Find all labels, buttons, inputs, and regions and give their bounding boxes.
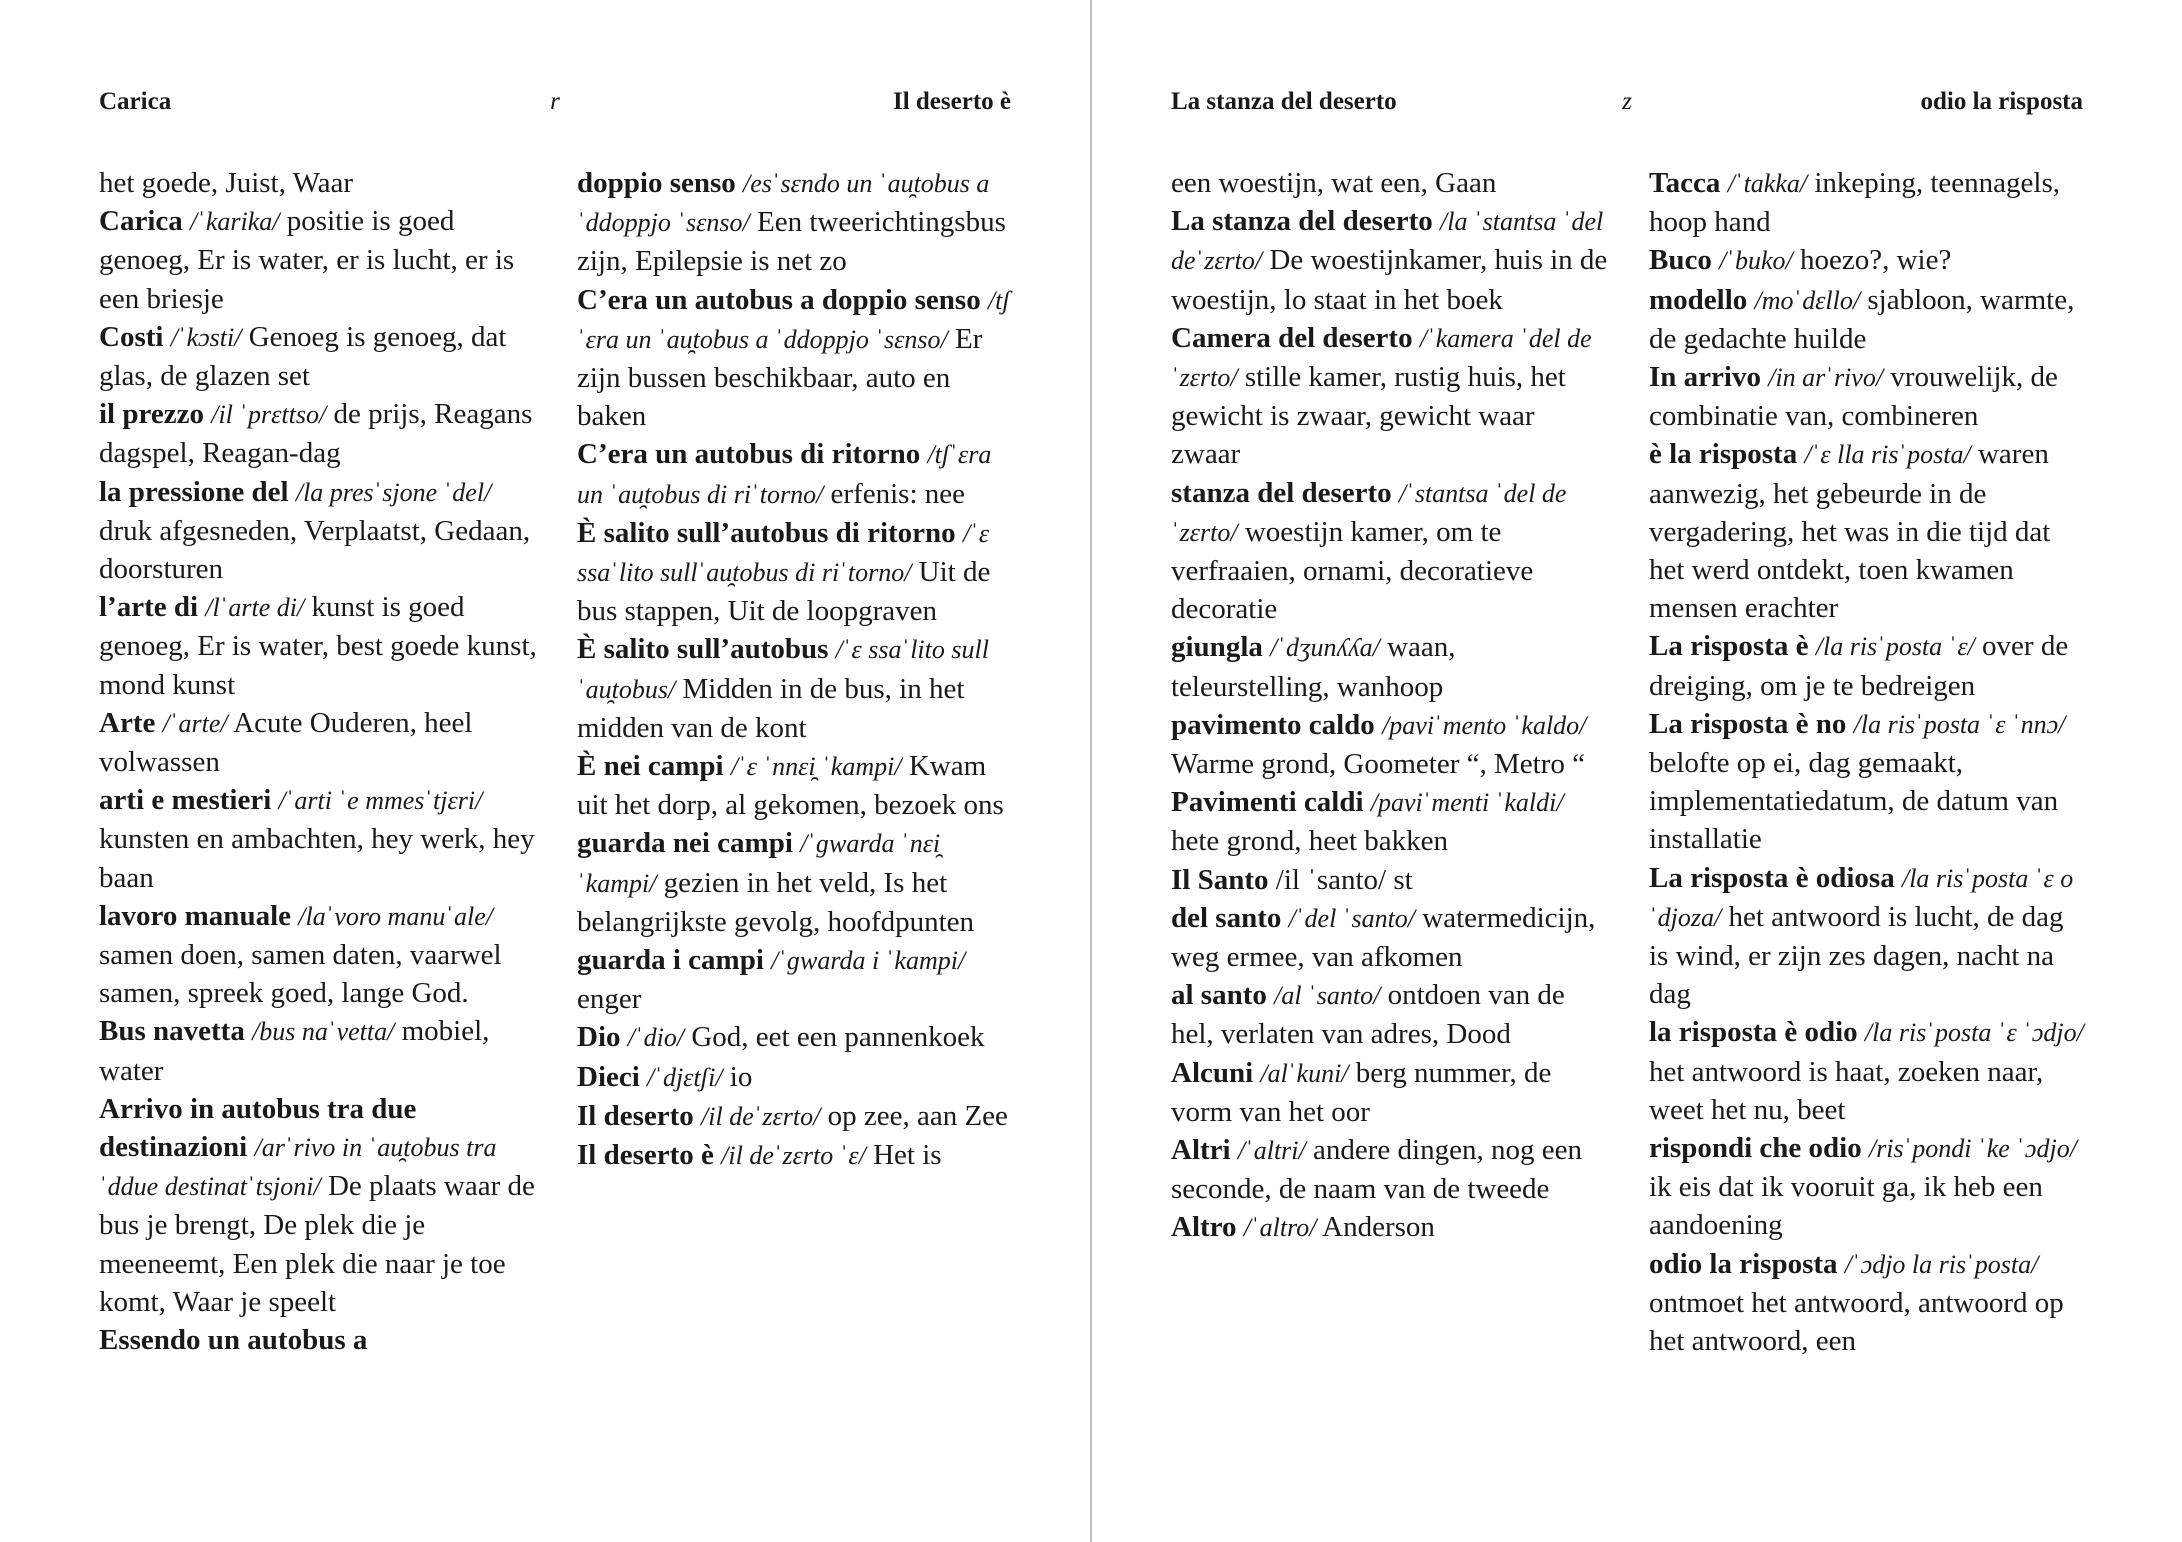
entry-headword: modello	[1649, 283, 1748, 316]
entry-definition: positie is goed genoeg, Er is water, er is lucht, er is een briesje	[99, 205, 515, 315]
dictionary-entry	[577, 1018, 1017, 1057]
entry-definition: de prijs, Reagans dagspel, Reagan-dag	[99, 398, 533, 470]
entry-pronunciation: /ˈdio/	[627, 1023, 685, 1053]
entry-definition: Uit de bus stappen, Uit de loopgraven	[577, 556, 991, 628]
dictionary-entry	[577, 281, 1017, 436]
dictionary-entry	[1171, 1131, 1611, 1208]
entry-pronunciation: /tʃˈɛra un ˈau̯tobus di riˈtorno/	[577, 440, 992, 509]
entry-pronunciation: /paviˈmenti ˈkaldi/	[1370, 788, 1564, 818]
dictionary-entry	[1649, 705, 2089, 859]
entry-headword: La risposta è no	[1649, 707, 1847, 740]
entry-headword: lavoro manuale	[99, 899, 291, 932]
entry-definition: Acute Ouderen, heel volwassen	[99, 706, 473, 779]
running-header	[1171, 88, 2083, 122]
entry-pronunciation: /la risˈposta ˈɛ/	[1815, 632, 1975, 662]
entry-pronunciation: /ˈɛ ssaˈlito sullˈau̯tobus di riˈtorno/	[577, 518, 990, 588]
entry-pronunciation: /ˈaltro/	[1243, 1213, 1317, 1243]
entry-headword: Essendo un autobus a	[99, 1324, 368, 1357]
entry-headword: C’era un autobus di ritorno	[577, 438, 921, 471]
entry-definition: God, eet een pannenkoek	[684, 1021, 985, 1054]
dictionary-entry	[1649, 1245, 2089, 1361]
dictionary-entry	[577, 514, 1017, 631]
entry-headword: Bus navetta	[99, 1015, 245, 1048]
entry-definition: woestijn kamer, om te verfraaien, ornami, decoratieve decoratie	[1171, 515, 1534, 626]
dictionary-entry	[99, 781, 539, 897]
entry-definition: Er zijn bussen beschikbaar, auto en baken	[577, 322, 983, 433]
entry-pronunciation: /ˈstantsa ˈdel deˈzɛrto/	[1171, 478, 1567, 547]
entry-headword: È salito sull’autobus di ritorno	[577, 516, 956, 549]
entry-headword: Arte	[99, 706, 156, 739]
entry-definition: ontdoen van de hel, verlaten van adres, Dood	[1171, 979, 1565, 1051]
entry-headword: È salito sull’autobus	[577, 633, 829, 666]
entry-definition: inkeping, teennagels, hoop hand	[1649, 167, 2060, 239]
entry-headword: giungla	[1171, 631, 1263, 664]
entry-headword: Costi	[99, 320, 164, 353]
dictionary-entry	[99, 1321, 539, 1359]
entry-pronunciation: /alˈkuni/	[1260, 1058, 1349, 1088]
entry-headword: pavimento caldo	[1171, 708, 1375, 741]
entry-pronunciation: /ˈarte/	[162, 708, 228, 738]
entry-definition: kunsten en ambachten, hey werk, hey baan	[99, 823, 535, 894]
dictionary-entry	[577, 824, 1017, 941]
dictionary-entry	[1171, 164, 1611, 202]
entry-pronunciation: /ˈarti ˈe mmesˈtjɛri/	[278, 786, 483, 816]
entry-definition: Genoeg is genoeg, dat glas, de glazen set	[99, 320, 507, 393]
entry-pronunciation: /ˈɛ ssaˈlito sullˈau̯tobus/	[577, 635, 989, 704]
entry-definition: druk afgesneden, Verplaatst, Gedaan, doorsturen	[99, 514, 531, 586]
dictionary-entry	[1171, 1054, 1611, 1131]
entry-pronunciation: /il ˈprɛttso/	[211, 400, 327, 430]
entry-headword: C’era un autobus a doppio senso	[577, 283, 981, 316]
entry-definition: mobiel, water	[99, 1015, 490, 1087]
header-left-guideword: Carica	[99, 88, 172, 115]
header-page-letter: z	[1622, 88, 1632, 115]
dictionary-entry	[577, 941, 1017, 1018]
dictionary-entry	[1171, 899, 1611, 976]
dictionary-entry	[99, 395, 539, 472]
entry-headword: La risposta è odiosa	[1649, 861, 1895, 894]
dictionary-entry	[1171, 202, 1611, 319]
dictionary-entry	[1171, 861, 1611, 899]
dictionary-entry	[1649, 164, 2089, 241]
entry-headword: Altri	[1171, 1134, 1231, 1167]
entry-headword: il prezzo	[99, 398, 204, 431]
dictionary-entry	[99, 897, 539, 1013]
entry-headword: rispondi che odio	[1649, 1132, 1862, 1165]
entry-headword: Camera del deserto	[1171, 321, 1413, 354]
entry-definition: gezien in het veld, Is het belangrijkste gevolg, hoofdpunten	[577, 866, 975, 938]
entry-headword: Arrivo in autobus tra due destinazioni	[99, 1092, 417, 1164]
dictionary-entry	[1171, 706, 1611, 783]
entry-headword: arti e mestieri	[99, 784, 272, 817]
entry-definition: kunst is goed genoeg, Er is water, best goede kunst, mond kunst	[99, 591, 537, 701]
entry-pronunciation: /ˈɛ ˈnnɛi̯ ˈkampi/	[730, 752, 902, 782]
entry-definition: De woestijnkamer, huis in de woestijn, lo staat in het boek	[1171, 244, 1608, 316]
entry-definition: over de dreiging, om je te bedreigen	[1649, 630, 2069, 702]
dictionary-entry	[99, 588, 539, 704]
entry-pronunciation: /la risˈposta ˈɛ ˈɔdjo/	[1864, 1018, 2084, 1048]
entry-definition: waren aanwezig, het gebeurde in de vergadering, het was in die tijd dat het werd ontdekt, toen kwamen mensen erachter	[1649, 438, 2051, 625]
entry-pronunciation: /la ˈstantsa ˈdel deˈzɛrto/	[1171, 207, 1604, 276]
dictionary-entry	[99, 473, 539, 589]
entry-definition: enger	[577, 983, 642, 1016]
entry-pronunciation: /ˈɔdjo la risˈposta/	[1844, 1249, 2039, 1279]
entry-definition: Het is	[865, 1139, 942, 1172]
entry-headword: doppio senso	[577, 167, 736, 199]
entry-headword: In arrivo	[1649, 361, 1761, 394]
dictionary-entry	[1171, 628, 1611, 705]
entry-headword: Dieci	[577, 1060, 640, 1093]
entry-definition: watermedicijn, weg ermee, van afkomen	[1171, 901, 1596, 974]
entry-definition: het antwoord is haat, zoeken naar, weet het nu, beet	[1649, 1055, 2044, 1126]
entry-pronunciation: /arˈrivo in ˈau̯tobus tra ˈddue destinatˈtsjoni/	[99, 1133, 497, 1202]
dictionary-column	[1171, 164, 1611, 1248]
entry-headword: Il deserto	[577, 1099, 694, 1132]
entry-definition: stille kamer, rustig huis, het gewicht is zwaar, gewicht waar zwaar	[1171, 361, 1566, 471]
dictionary-entry	[1649, 358, 2089, 435]
entry-pronunciation: /ˈkarika/	[190, 207, 280, 237]
dictionary-entry	[1649, 281, 2089, 358]
dictionary-entry	[1171, 319, 1611, 474]
dictionary-entry	[1171, 474, 1611, 629]
entry-headword: Pavimenti caldi	[1171, 786, 1364, 819]
entry-pronunciation: /risˈpondi ˈke ˈɔdjo/	[1868, 1134, 2077, 1164]
dictionary-entry	[577, 1058, 1017, 1097]
entry-definition: Een tweerichtingsbus zijn, Epilepsie is net zo	[577, 206, 1006, 278]
entry-definition: erfenis: nee	[823, 477, 965, 510]
entry-headword: odio la risposta	[1649, 1247, 1838, 1280]
entry-pronunciation: /al ˈsanto/	[1274, 981, 1381, 1011]
running-header	[99, 88, 1011, 122]
entry-pronunciation: /ˈdjɛtʃi/	[647, 1062, 723, 1092]
entry-definition: berg nummer, de vorm van het oor	[1171, 1056, 1552, 1128]
entry-pronunciation: /lˈarte di/	[205, 593, 305, 623]
entry-headword: guarda i campi	[577, 944, 764, 977]
left-page	[0, 0, 1090, 1542]
dictionary-entry	[99, 704, 539, 781]
dictionary-entry	[577, 164, 1017, 281]
entry-pronunciation: /esˈsɛndo un ˈau̯tobus a ˈddoppjo ˈsɛnso/	[577, 169, 990, 238]
header-left-guideword: La stanza del deserto	[1171, 88, 1397, 115]
entry-pronunciation: /ˈɡwarda i ˈkampi/	[771, 946, 966, 976]
dictionary-entry	[577, 747, 1017, 824]
dictionary-entry	[577, 435, 1017, 513]
entry-headword: Carica	[99, 205, 183, 238]
entry-headword: è la risposta	[1649, 438, 1798, 471]
entry-definition: ontmoet het antwoord, antwoord op het antwoord, een	[1649, 1286, 2064, 1358]
entry-headword: al santo	[1171, 979, 1267, 1012]
entry-pronunciation: /la risˈposta ˈɛ ˈnnɔ/	[1853, 709, 2066, 739]
entry-pronunciation: /ˈbuko/	[1719, 246, 1793, 276]
entry-headword: Il Santo	[1171, 863, 1269, 896]
dictionary-column	[577, 164, 1017, 1175]
entry-pronunciation: /laˈvoro manuˈale/	[298, 901, 493, 931]
dictionary-entry	[1171, 783, 1611, 860]
dictionary-entry	[1649, 241, 2089, 280]
entry-pronunciation: /ˈaltri/	[1237, 1136, 1306, 1166]
entry-definition: De plaats waar de bus je brengt, De plek die je meeneemt, Een plek die naar je toe komt, Waar je speelt	[99, 1170, 535, 1318]
dictionary-entry	[99, 318, 539, 395]
entry-headword: Buco	[1649, 244, 1712, 277]
dictionary-entry	[99, 202, 539, 318]
entry-pronunciation: /paviˈmento ˈkaldo/	[1382, 710, 1587, 740]
dictionary-entry	[1649, 859, 2089, 1014]
dictionary-entry	[1649, 1013, 2089, 1129]
entry-definition: het goede, Juist, Waar	[99, 167, 354, 199]
entry-definition: sjabloon, warmte, de gedachte huilde	[1649, 283, 2075, 355]
header-right-guideword: Il deserto è	[892, 88, 1011, 115]
entry-headword: l’arte di	[99, 591, 199, 624]
entry-pronunciation: /il deˈzɛrto ˈɛ/	[721, 1141, 866, 1171]
entry-definition: Anderson	[1316, 1211, 1435, 1244]
entry-pronunciation: /ˈdʒunʎʎa/	[1270, 633, 1380, 663]
entry-definition: Warme grond, Goometer “, Metro “	[1171, 748, 1585, 781]
entry-definition: hoezo?, wie?	[1792, 244, 1952, 277]
dictionary-entry	[577, 1136, 1017, 1175]
entry-headword: Tacca	[1649, 167, 1721, 199]
entry-definition: een woestijn, wat een, Gaan	[1171, 167, 1497, 199]
dictionary-entry	[577, 630, 1017, 747]
dictionary-entry	[1649, 435, 2089, 627]
entry-headword: la risposta è odio	[1649, 1016, 1858, 1049]
header-right-guideword: odio la risposta	[1920, 88, 2083, 115]
entry-headword: La stanza del deserto	[1171, 205, 1433, 238]
entry-pronunciation: /la presˈsjone ˈdel/	[295, 477, 492, 507]
dictionary-column	[99, 164, 539, 1359]
entry-pronunciation: /il deˈzɛrto/	[701, 1101, 821, 1131]
dictionary-entry	[99, 1090, 539, 1321]
entry-headword: guarda nei campi	[577, 827, 793, 860]
entry-definition: samen doen, samen daten, vaarwel samen, spreek goed, lange God.	[99, 939, 502, 1010]
dictionary-entry	[1649, 627, 2089, 704]
entry-pronunciation: /ˈkɔsti/	[170, 322, 242, 352]
entry-headword: Dio	[577, 1021, 621, 1054]
entry-definition: op zee, aan Zee	[820, 1099, 1008, 1132]
entry-pronunciation: /bus naˈvetta/	[252, 1017, 395, 1047]
entry-definition: io	[722, 1060, 753, 1093]
entry-definition: vrouwelijk, de combinatie van, combineren	[1649, 361, 2058, 433]
entry-headword: È nei campi	[577, 750, 724, 783]
entry-pronunciation: /in arˈrivo/	[1768, 363, 1884, 393]
entry-pronunciation: /ˈɛ lla risˈposta/	[1804, 440, 1971, 470]
entry-definition: Midden in de bus, in het midden van de kont	[577, 672, 965, 744]
dictionary-entry	[99, 164, 539, 202]
dictionary-entry	[1649, 1129, 2089, 1245]
right-page	[1092, 0, 2182, 1542]
entry-definition: waan, teleurstelling, wanhoop	[1171, 631, 1456, 703]
entry-pronunciation: /ˈdel ˈsanto/	[1288, 903, 1416, 933]
entry-definition: het antwoord is lucht, de dag is wind, er zijn zes dagen, nacht na dag	[1649, 900, 2064, 1011]
dictionary-entry	[577, 1097, 1017, 1136]
header-page-letter: r	[550, 88, 560, 115]
entry-headword: Altro	[1171, 1211, 1237, 1244]
entry-headword: del santo	[1171, 901, 1282, 934]
dictionary-entry	[1171, 1208, 1611, 1247]
entry-headword: la pressione del	[99, 475, 289, 508]
entry-definition: hete grond, heet bakken	[1171, 825, 1449, 858]
entry-definition: andere dingen, nog een seconde, de naam van de tweede	[1171, 1134, 1582, 1206]
dictionary-entry	[99, 1012, 539, 1089]
entry-headword: La risposta è	[1649, 630, 1809, 663]
dictionary-column	[1649, 164, 2089, 1360]
dictionary-entry	[1171, 976, 1611, 1053]
entry-definition: ik eis dat ik vooruit ga, ik heb een aandoening	[1649, 1171, 2043, 1242]
entry-headword: Il deserto è	[577, 1139, 714, 1172]
entry-pronunciation: /ˈkamera ˈdel deˈzɛrto/	[1171, 323, 1592, 393]
entry-headword: stanza del deserto	[1171, 476, 1392, 509]
entry-pronunciation: /tʃˈɛra un ˈau̯tobus a ˈddoppjo ˈsɛnso/	[577, 285, 1010, 354]
entry-pronunciation: /moˈdɛllo/	[1754, 285, 1861, 315]
entry-pronunciation: /la risˈposta ˈɛ oˈdjoza/	[1649, 863, 2074, 932]
entry-definition: /il ˈsanto/ st	[1275, 863, 1413, 896]
entry-pronunciation: /ˈtakka/	[1727, 169, 1808, 198]
entry-definition: belofte op ei, dag gemaakt, implementatiedatum, de datum van installatie	[1649, 747, 2059, 856]
entry-pronunciation: /ˈɡwarda ˈnɛi̯ ˈkampi/	[577, 829, 941, 898]
entry-headword: Alcuni	[1171, 1056, 1254, 1089]
entry-definition: Kwam uit het dorp, al gekomen, bezoek ons	[577, 750, 1004, 822]
